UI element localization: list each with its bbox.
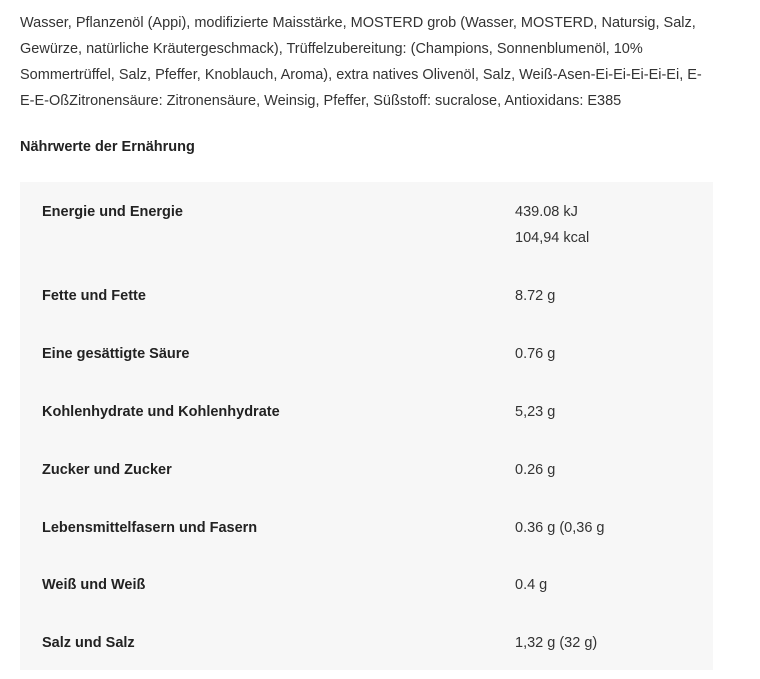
ingredients-line: E-E-OßZitronensäure: Zitronensäure, Weinsig, Pfeffer, Süßstoff: sucralose, Antioxidans: E385: [20, 93, 622, 109]
nutrient-value-amount: 0.26 g: [515, 462, 556, 478]
nutrient-value-kj: 439.08 kJ: [515, 204, 578, 220]
nutrient-value: [515, 572, 547, 598]
nutrient-value: [515, 515, 605, 541]
nutrient-value: [515, 283, 555, 309]
nutrient-value: [515, 457, 555, 483]
nutrition-heading: Nährwerte der Ernährung: [20, 139, 195, 155]
nutrition-table: [20, 182, 713, 670]
nutrient-name: Fette und Fette: [42, 288, 146, 304]
nutrient-name: Eine gesättigte Säure: [42, 346, 190, 362]
nutrient-value: [515, 341, 555, 367]
nutrient-name: Lebensmittelfasern und Fasern: [42, 520, 258, 536]
nutrient-value: [515, 399, 555, 425]
nutrient-name: Energie und Energie: [42, 204, 183, 220]
nutrient-name: Kohlenhydrate und Kohlenhydrate: [42, 404, 280, 420]
nutrient-value-kcal: 104,94 kcal: [515, 230, 590, 246]
nutrient-name: Salz und Salz: [42, 635, 135, 651]
ingredients-line: Sommertrüffel, Salz, Pfeffer, Knoblauch, Aroma), extra natives Olivenöl, Salz, Weiß-Asen-Ei-Ei-Ei-Ei-Ei, E-: [20, 67, 702, 83]
nutrient-value: [515, 630, 597, 656]
ingredients-line: Wasser, Pflanzenöl (Appi), modifizierte Maisstärke, MOSTERD grob (Wasser, MOSTERD, Natursig, Salz,: [20, 15, 696, 31]
nutrient-value-amount: 0.76 g: [515, 346, 556, 362]
ingredients-text: [20, 10, 720, 114]
nutrient-value-amount: 5,23 g: [515, 404, 556, 420]
nutrient-name: Zucker und Zucker: [42, 462, 172, 478]
ingredients-line: Gewürze, natürliche Kräutergeschmack), Trüffelzubereitung: (Champions, Sonnenblumenöl, 10%: [20, 41, 643, 57]
nutrient-value-amount: 0.36 g (0,36 g: [515, 520, 605, 536]
nutrient-value-amount: 1,32 g (32 g): [515, 635, 598, 651]
nutrient-value-amount: 0.4 g: [515, 577, 548, 593]
nutrient-value-amount: 8.72 g: [515, 288, 556, 304]
nutrient-value: [515, 199, 589, 251]
nutrient-name: Weiß und Weiß: [42, 577, 146, 593]
